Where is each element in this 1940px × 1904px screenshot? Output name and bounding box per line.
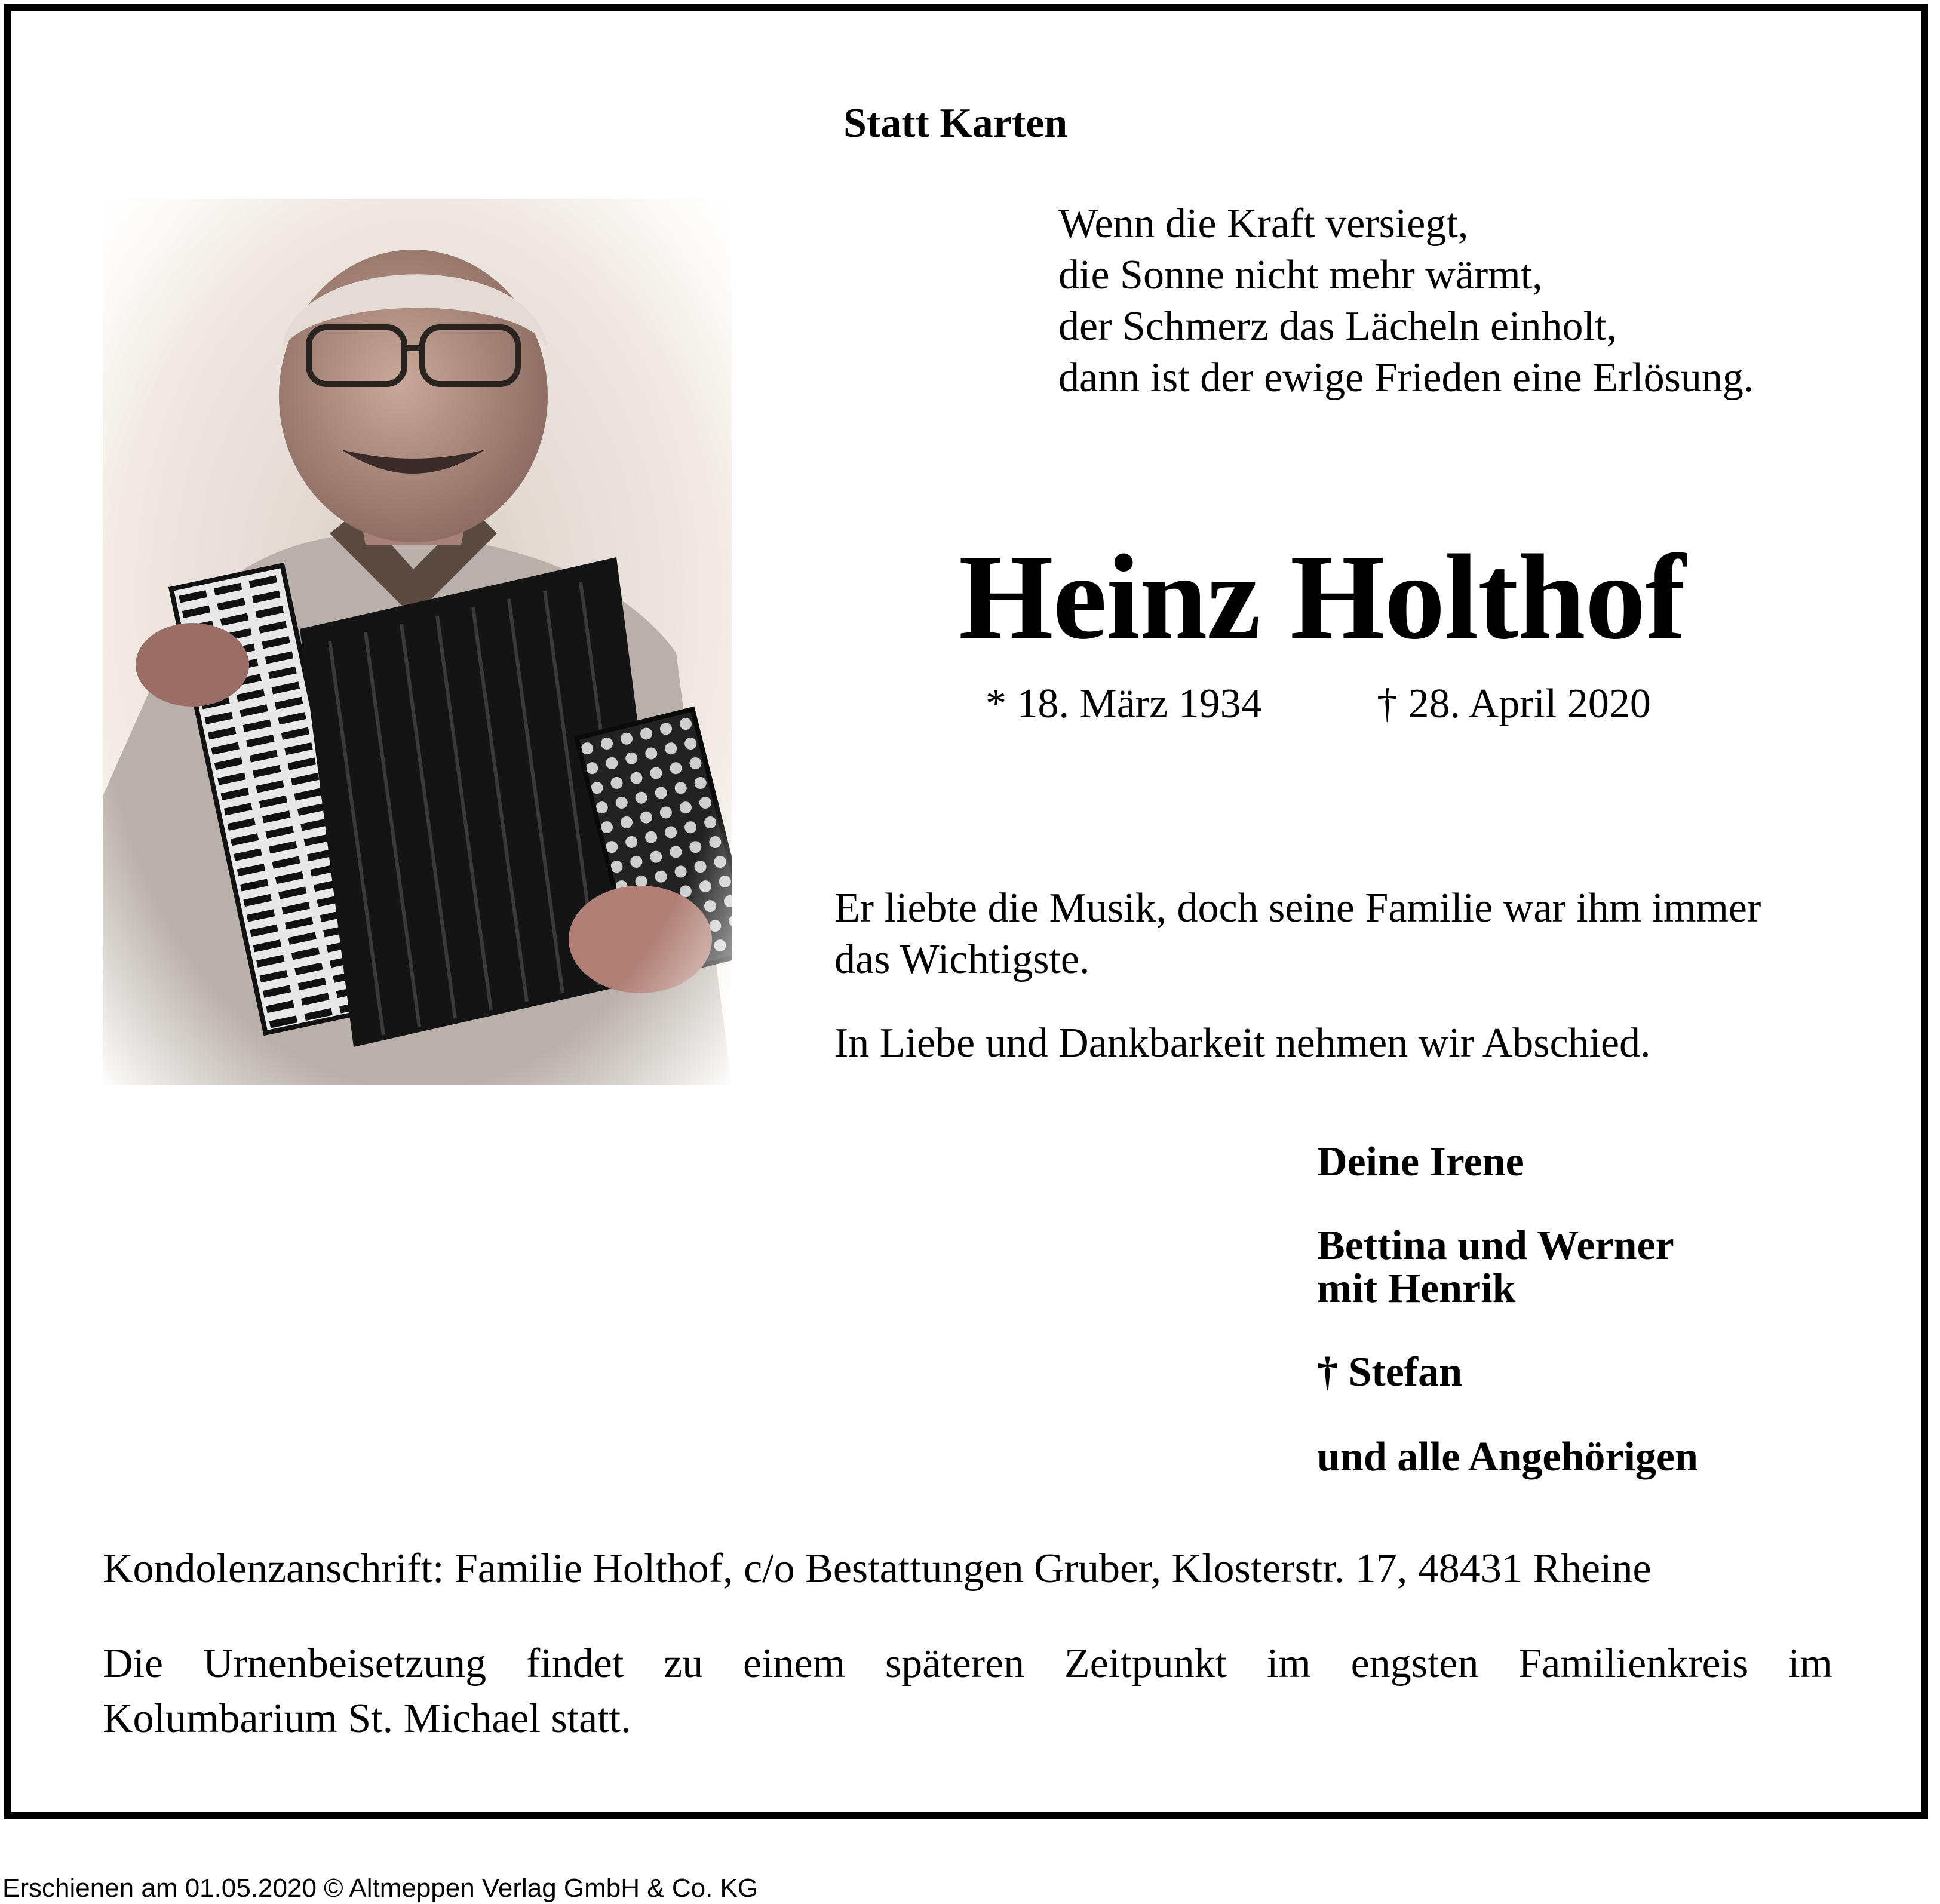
portrait-photo <box>103 199 732 1085</box>
poem-line: Wenn die Kraft versiegt, <box>1058 201 1469 247</box>
mourner-irene: Deine Irene <box>1317 1139 1524 1185</box>
poem-line: dann ist der ewige Frieden eine Erlösung. <box>1058 355 1754 401</box>
mourner-stefan: † Stefan <box>1317 1349 1463 1395</box>
deceased-name: Heinz Holthof <box>959 530 1686 665</box>
urn-burial-note <box>103 1636 1832 1746</box>
mourner-henrik: mit Henrik <box>1317 1266 1516 1312</box>
birth-date: * 18. März 1934 <box>986 681 1262 727</box>
death-date: † 28. April 2020 <box>1377 681 1651 727</box>
urn-note-line: Kolumbarium St. Michael statt. <box>103 1696 631 1742</box>
poem-line: der Schmerz das Lächeln einholt, <box>1058 303 1617 349</box>
tribute-line: das Wichtigste. <box>834 936 1090 982</box>
condolence-address: Kondolenzanschrift: Familie Holthof, c/o Bestattungen Gruber, Klosterstr. 17, 48431 Rheine <box>103 1546 1652 1592</box>
publication-footer: Erschienen am 01.05.2020 © Altmeppen Verlag GmbH & Co. KG <box>2 1874 759 1903</box>
urn-note-line: Die Urnenbeisetzung findet zu einem späteren Zeitpunkt im engsten Familienkreis im <box>103 1641 1832 1687</box>
poem <box>1058 198 1754 404</box>
poem-line: die Sonne nicht mehr wärmt, <box>1058 252 1543 298</box>
mourner-bettina-werner: Bettina und Werner <box>1317 1223 1674 1269</box>
mourner-all-relatives: und alle Angehörigen <box>1317 1434 1698 1480</box>
tribute-message <box>834 883 1761 985</box>
farewell-text: In Liebe und Dankbarkeit nehmen wir Abschied. <box>834 1020 1651 1066</box>
tribute-line: Er liebte die Musik, doch seine Familie war ihm immer <box>834 885 1761 931</box>
notice-heading: Statt Karten <box>843 100 1068 146</box>
